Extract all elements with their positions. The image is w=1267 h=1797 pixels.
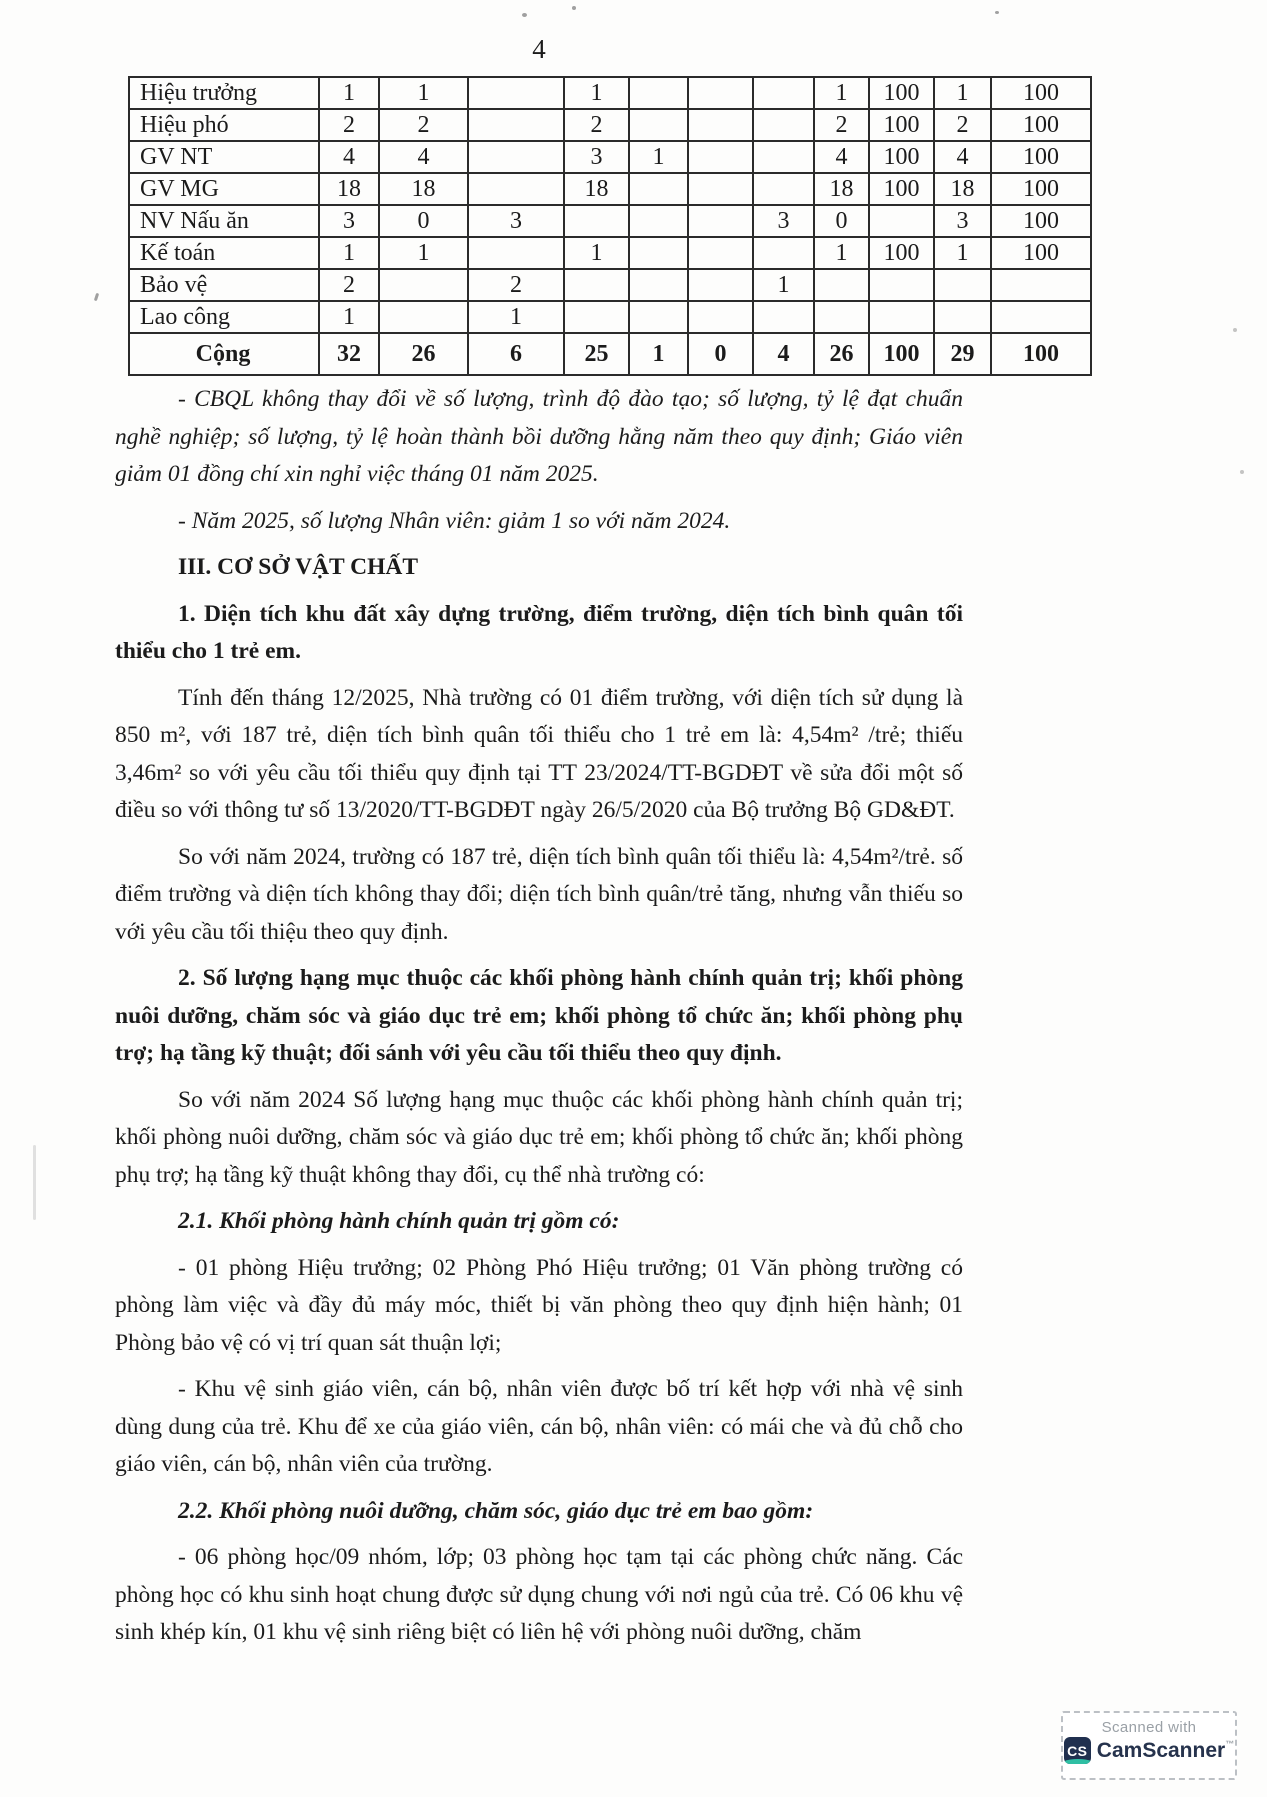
table-row-label: Hiệu trưởng — [129, 77, 319, 109]
table-cell — [629, 269, 688, 301]
table-cell — [753, 301, 814, 333]
table-cell: 1 — [319, 237, 379, 269]
page-number: 4 — [532, 34, 546, 64]
scan-smudge — [33, 1145, 36, 1220]
table-cell: 1 — [753, 269, 814, 301]
table-cell — [869, 205, 934, 237]
table-row-label: Lao công — [129, 301, 319, 333]
paragraph: So với năm 2024 Số lượng hạng mục thuộc các khối phòng hành chính quản trị; khối phòng nuôi dưỡng, chăm sóc và giáo dục trẻ em; khối phòng tổ chức ăn; khối phòng phụ trợ; hạ tầng kỹ thuật không thay đổi, cụ thể nhà trường có: — [115, 1086, 963, 1188]
staff-table-body — [129, 77, 1091, 375]
table-cell: 1 — [319, 301, 379, 333]
table-cell: 4 — [753, 333, 814, 375]
camscanner-scanned-with-label: Scanned with — [1101, 1719, 1197, 1736]
table-cell — [753, 237, 814, 269]
table-cell — [869, 269, 934, 301]
table-cell: 1 — [934, 77, 991, 109]
table-row-label: GV NT — [129, 141, 319, 173]
table-cell — [991, 301, 1091, 333]
table-cell: 1 — [629, 333, 688, 375]
table-cell: 100 — [991, 173, 1091, 205]
table-cell — [753, 141, 814, 173]
table-cell — [379, 269, 468, 301]
table-cell — [629, 301, 688, 333]
table-cell: 4 — [379, 141, 468, 173]
table-cell: 25 — [564, 333, 629, 375]
table-cell: 4 — [934, 141, 991, 173]
table-cell: 2 — [319, 109, 379, 141]
table-cell — [814, 301, 869, 333]
table-cell — [629, 205, 688, 237]
table-row — [129, 237, 1091, 269]
scan-speck — [94, 293, 99, 302]
table-cell — [688, 269, 753, 301]
table-row-label: Kế toán — [129, 237, 319, 269]
table-cell: 100 — [869, 237, 934, 269]
table-cell: 18 — [564, 173, 629, 205]
table-cell: 1 — [814, 237, 869, 269]
table-row — [129, 141, 1091, 173]
table-row-label: NV Nấu ăn — [129, 205, 319, 237]
paragraph: - 01 phòng Hiệu trưởng; 02 Phòng Phó Hiệu trưởng; 01 Văn phòng trường có phòng làm việc và đầy đủ máy móc, thiết bị văn phòng theo quy định hiện hành; 01 Phòng bảo vệ có vị trí quan sát thuận lợi; — [115, 1254, 963, 1356]
table-cell: 26 — [814, 333, 869, 375]
table-cell: 18 — [814, 173, 869, 205]
table-cell — [468, 77, 564, 109]
table-cell: 3 — [753, 205, 814, 237]
camscanner-logo-icon: CS — [1064, 1737, 1091, 1764]
table-row — [129, 301, 1091, 333]
camscanner-badge — [1061, 1711, 1237, 1780]
table-cell — [869, 301, 934, 333]
table-row-label: Cộng — [129, 333, 319, 375]
paragraph: Tính đến tháng 12/2025, Nhà trường có 01 điểm trường, với diện tích sử dụng là 850 m², với 187 trẻ, diện tích bình quân tối thiểu cho 1 trẻ em là: 4,54m² /trẻ; thiếu 3,46m² so với yêu cầu tối thiểu quy định tại TT 23/2024/TT-BGDĐT về sửa đổi một số điều so với thông tư số 13/2020/TT-BGDĐT ngày 26/5/2020 của Bộ trưởng Bộ GD&ĐT. — [115, 684, 963, 823]
table-cell: 3 — [934, 205, 991, 237]
paragraph: - CBQL không thay đổi về số lượng, trình độ đào tạo; số lượng, tỷ lệ đạt chuẩn nghề nghiệp; số lượng, tỷ lệ hoàn thành bồi dưỡng hằng năm theo quy định; Giáo viên giảm 01 đồng chí xin nghỉ việc tháng 01 năm 2025. — [115, 386, 963, 487]
paragraph: - Khu vệ sinh giáo viên, cán bộ, nhân viên được bố trí kết hợp với nhà vệ sinh dùng dung của trẻ. Khu để xe của giáo viên, cán bộ, nhân viên: có mái che và đủ chỗ cho giáo viên, cán bộ, nhân viên của trường. — [115, 1376, 963, 1477]
scan-speck — [522, 13, 527, 17]
table-cell: 3 — [468, 205, 564, 237]
table-cell — [753, 109, 814, 141]
table-cell — [991, 269, 1091, 301]
table-cell — [753, 77, 814, 109]
table-cell: 2 — [468, 269, 564, 301]
heading: III. CƠ SỞ VẬT CHẤT — [178, 554, 419, 580]
table-row — [129, 77, 1091, 109]
table-cell: 2 — [379, 109, 468, 141]
heading: 2. Số lượng hạng mục thuộc các khối phòng hành chính quản trị; khối phòng nuôi dưỡng, chăm sóc và giáo dục trẻ em; khối phòng tổ chức ăn; khối phòng phụ trợ; hạ tầng kỹ thuật; đối sánh với yêu cầu tối thiểu theo quy định. — [115, 965, 963, 1066]
table-cell — [688, 237, 753, 269]
table-cell — [468, 173, 564, 205]
table-cell — [688, 141, 753, 173]
table-cell: 100 — [991, 237, 1091, 269]
table-cell — [629, 77, 688, 109]
table-cell — [629, 237, 688, 269]
table-cell — [468, 237, 564, 269]
table-cell — [564, 269, 629, 301]
scan-speck — [995, 11, 999, 14]
table-cell: 1 — [564, 237, 629, 269]
table-cell: 100 — [991, 109, 1091, 141]
table-row — [129, 205, 1091, 237]
table-cell: 2 — [934, 109, 991, 141]
scan-speck — [1233, 328, 1237, 332]
table-row-label: Hiệu phó — [129, 109, 319, 141]
table-cell: 0 — [814, 205, 869, 237]
table-cell: 1 — [629, 141, 688, 173]
scan-speck — [1240, 470, 1244, 474]
table-cell — [468, 141, 564, 173]
table-cell: 100 — [991, 205, 1091, 237]
table-cell: 6 — [468, 333, 564, 375]
table-cell: 4 — [814, 141, 869, 173]
table-cell: 1 — [564, 77, 629, 109]
table-row — [129, 269, 1091, 301]
paragraph: - 06 phòng học/09 nhóm, lớp; 03 phòng học tạm tại các phòng chức năng. Các phòng học có khu sinh hoạt chung được sử dụng chung với nơi ngủ của trẻ. Có 06 khu vệ sinh khép kín, 01 khu vệ sinh riêng biệt có liên hệ với phòng nuôi dưỡng, chăm — [115, 1544, 963, 1645]
table-cell — [688, 205, 753, 237]
table-cell — [934, 269, 991, 301]
table-cell — [468, 109, 564, 141]
table-cell — [379, 301, 468, 333]
heading: 2.2. Khối phòng nuôi dưỡng, chăm sóc, giáo dục trẻ em bao gồm: — [178, 1497, 814, 1524]
document-body — [115, 381, 963, 1661]
table-row — [129, 333, 1091, 375]
table-cell: 100 — [991, 141, 1091, 173]
heading: 1. Diện tích khu đất xây dựng trường, điểm trường, diện tích bình quân tối thiểu cho 1 trẻ em. — [115, 600, 963, 664]
table-row — [129, 173, 1091, 205]
table-cell — [688, 109, 753, 141]
table-cell — [564, 205, 629, 237]
table-cell: 100 — [869, 141, 934, 173]
table-cell: 1 — [468, 301, 564, 333]
table-cell: 32 — [319, 333, 379, 375]
table-cell: 3 — [319, 205, 379, 237]
table-cell — [934, 301, 991, 333]
table-row — [129, 109, 1091, 141]
table-cell — [814, 269, 869, 301]
table-cell: 100 — [991, 333, 1091, 375]
table-cell: 3 — [564, 141, 629, 173]
table-cell — [564, 301, 629, 333]
table-cell: 18 — [319, 173, 379, 205]
paragraph: - Năm 2025, số lượng Nhân viên: giảm 1 so với năm 2024. — [178, 507, 731, 534]
table-row-label: GV MG — [129, 173, 319, 205]
table-cell: 1 — [319, 77, 379, 109]
heading: 2.1. Khối phòng hành chính quản trị gồm có: — [178, 1208, 620, 1234]
table-cell: 1 — [934, 237, 991, 269]
staff-table — [128, 76, 1092, 376]
table-cell: 1 — [814, 77, 869, 109]
camscanner-brand-label: CamScanner™ — [1096, 1738, 1235, 1762]
table-cell: 18 — [934, 173, 991, 205]
scan-speck — [572, 6, 576, 10]
table-cell — [629, 173, 688, 205]
table-cell: 29 — [934, 333, 991, 375]
table-cell: 100 — [869, 77, 934, 109]
table-cell — [688, 173, 753, 205]
table-cell: 2 — [814, 109, 869, 141]
table-cell: 18 — [379, 173, 468, 205]
table-cell: 0 — [688, 333, 753, 375]
table-cell — [753, 173, 814, 205]
table-cell: 100 — [991, 77, 1091, 109]
table-cell: 1 — [379, 237, 468, 269]
table-cell: 2 — [564, 109, 629, 141]
trademark-symbol: ™ — [1225, 1738, 1235, 1749]
table-cell — [688, 77, 753, 109]
table-cell — [629, 109, 688, 141]
paragraph: So với năm 2024, trường có 187 trẻ, diện tích bình quân tối thiểu là: 4,54m²/trẻ. số điểm trường và diện tích không thay đổi; diện tích bình quân/trẻ tăng, nhưng vẫn thiếu so với yêu cầu tối thiệu theo quy định. — [115, 843, 963, 945]
table-cell: 100 — [869, 173, 934, 205]
table-cell: 100 — [869, 109, 934, 141]
table-cell: 26 — [379, 333, 468, 375]
table-cell: 100 — [869, 333, 934, 375]
table-cell: 1 — [379, 77, 468, 109]
table-row-label: Bảo vệ — [129, 269, 319, 301]
table-cell — [688, 301, 753, 333]
table-cell: 2 — [319, 269, 379, 301]
table-cell: 4 — [319, 141, 379, 173]
table-cell: 0 — [379, 205, 468, 237]
